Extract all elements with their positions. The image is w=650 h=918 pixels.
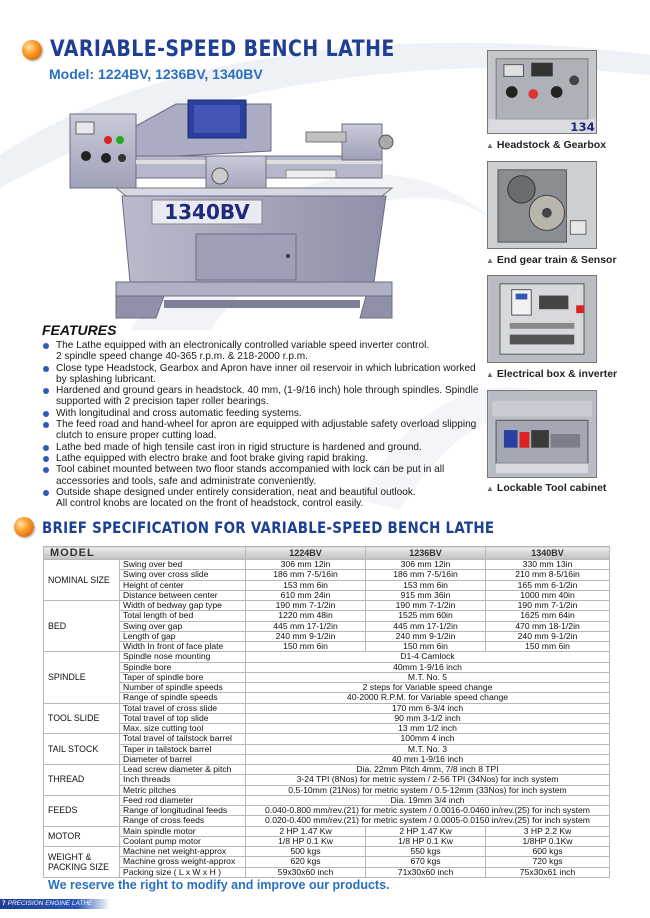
spec-value: 210 mm 8-5/16in (486, 570, 610, 580)
photo-tool-cabinet (487, 390, 597, 478)
caption-end-gear-train: ▲ End gear train & Sensor (486, 254, 617, 266)
spec-item: Range of longitudinal feeds (120, 806, 246, 816)
spec-item: Distance between center (120, 590, 246, 600)
table-row (44, 867, 610, 877)
spec-item: Diameter of barrel (120, 754, 246, 764)
spec-header-row (44, 547, 610, 560)
spec-value: 13 mm 1/2 inch (246, 724, 610, 734)
spec-value: 620 kgs (246, 857, 366, 867)
spec-item: Width of bedway gap type (120, 601, 246, 611)
spec-value: 150 mm 6in (486, 642, 610, 652)
table-row (44, 826, 610, 836)
spec-item: Height of center (120, 580, 246, 590)
table-row (44, 724, 610, 734)
feature-item: With longitudinal and cross automatic feeding systems. (42, 408, 482, 419)
page-footer (0, 899, 110, 909)
spec-table-body (44, 560, 610, 878)
spec-value: 0.040-0.800 mm/rev.(21) for metric system / 0.0016-0.0460 in/rev.(25) for inch system (246, 806, 610, 816)
spec-value: 1000 mm 40in (486, 590, 610, 600)
spec-value: 0.020-0.400 mm/rev.(21) for metric system / 0.0005-0.0150 in/rev.(25) for inch system (246, 816, 610, 826)
page-number: 7 (2, 900, 6, 907)
page-title-block (22, 37, 451, 62)
spec-group-name: THREAD (44, 765, 120, 796)
caption-tool-cabinet: ▲ Lockable Tool cabinet (486, 482, 607, 494)
spec-value: Dia. 22mm Pitch 4mm, 7/8 inch 8 TPI (246, 765, 610, 775)
spec-item: Swing over bed (120, 560, 246, 570)
spec-table (43, 546, 610, 878)
spec-value: 500 kgs (246, 847, 366, 857)
spec-value: 1/8HP 0.1Kw (486, 836, 610, 846)
spec-value: 1/8 HP 0.1 Kw (246, 836, 366, 846)
spec-value: 190 mm 7-1/2in (366, 601, 486, 611)
table-row (44, 703, 610, 713)
spec-item: Packing size ( L x W x H ) (120, 867, 246, 877)
spec-value: 150 mm 6in (366, 642, 486, 652)
spec-value: 40-2000 R.P.M. for Variable speed change (246, 693, 610, 703)
feature-item: Hardened and ground gears in headstock. 40 mm, (1-9/16 inch) hole through spindles. Spindle supported with 2 precision taper roller bearings. (42, 385, 482, 408)
spec-value: 915 mm 36in (366, 590, 486, 600)
table-row (44, 590, 610, 600)
spec-group-name: TAIL STOCK (44, 734, 120, 765)
spec-item: Inch threads (120, 775, 246, 785)
spec-value: 610 mm 24in (246, 590, 366, 600)
header-1224bv: 1224BV (246, 547, 366, 560)
spec-value: 470 mm 18-1/2in (486, 621, 610, 631)
table-row (44, 806, 610, 816)
spec-value: 1/8 HP 0.1 Kw (366, 836, 486, 846)
spec-value: 720 kgs (486, 857, 610, 867)
spec-value: 600 kgs (486, 847, 610, 857)
triangle-icon: ▲ (486, 141, 494, 150)
spec-group-name: SPINDLE (44, 652, 120, 703)
table-row (44, 754, 610, 764)
spec-value: 670 kgs (366, 857, 486, 867)
triangle-icon: ▲ (486, 256, 494, 265)
spec-item: Feed rod diameter (120, 795, 246, 805)
orange-ball-icon (22, 40, 42, 60)
table-row (44, 734, 610, 744)
spec-item: Range of cross feeds (120, 816, 246, 826)
spec-value: 170 mm 6-3/4 inch (246, 703, 610, 713)
spec-value: 2 steps for Variable speed change (246, 683, 610, 693)
spec-item: Number of spindle speeds (120, 683, 246, 693)
spec-item: Machine net weight-approx (120, 847, 246, 857)
feature-item: The feed road and hand-wheel for apron are equipped with adjustable safety overload slipping clutch to ensure proper cutting load. (42, 419, 482, 442)
spec-value: 90 mm 3-1/2 inch (246, 713, 610, 723)
spec-value: 59x30x60 inch (246, 867, 366, 877)
spec-value: 40mm 1-9/16 inch (246, 662, 610, 672)
spec-title-block (14, 517, 580, 537)
spec-value: 1220 mm 48in (246, 611, 366, 621)
spec-value: 153 mm 6in (246, 580, 366, 590)
table-row (44, 847, 610, 857)
spec-item: Width In front of face plate (120, 642, 246, 652)
spec-item: Total travel of tailstock barrel (120, 734, 246, 744)
spec-value: M.T. No. 3 (246, 744, 610, 754)
table-row (44, 785, 610, 795)
spec-value: 1525 mm 60in (366, 611, 486, 621)
machine-badge: 1340BV (164, 200, 250, 224)
spec-item: Machine gross weight-approx (120, 857, 246, 867)
spec-value: 0.5-10mm (21Nos) for metric system / 0.5-12mm (33Nos) for inch system (246, 785, 610, 795)
spec-value: 306 mm 12in (246, 560, 366, 570)
spec-value: 186 mm 7-5/16in (246, 570, 366, 580)
table-row (44, 652, 610, 662)
spec-value: M.T. No. 5 (246, 672, 610, 682)
spec-group-name: TOOL SLIDE (44, 703, 120, 734)
spec-value: 1625 mm 64in (486, 611, 610, 621)
spec-value: 153 mm 6in (366, 580, 486, 590)
feature-item: Outside shape designed under entirely consideration, neat and beautiful outlook. All control knobs are located on the front of headstock, control easily. (42, 487, 482, 510)
spec-value: Dia. 19mm 3/4 inch (246, 795, 610, 805)
table-row (44, 816, 610, 826)
table-row (44, 621, 610, 631)
spec-item: Swing over gap (120, 621, 246, 631)
model-line: Model: 1224BV, 1236BV, 1340BV (49, 66, 263, 82)
spec-item: Main spindle motor (120, 826, 246, 836)
spec-group-name: NOMINAL SIZE (44, 560, 120, 601)
table-row (44, 672, 610, 682)
table-row (44, 693, 610, 703)
feature-item: Lathe equipped with electro brake and foot brake giving rapid braking. (42, 453, 482, 464)
spec-value: D1-4 Camlock (246, 652, 610, 662)
spec-value: 330 mm 13in (486, 560, 610, 570)
table-row (44, 836, 610, 846)
orange-ball-icon (14, 517, 34, 537)
spec-item: Length of gap (120, 631, 246, 641)
spec-item: Taper in tailstock barrel (120, 744, 246, 754)
spec-value: 100mm 4 inch (246, 734, 610, 744)
page-title: VARIABLE-SPEED BENCH LATHE (50, 37, 395, 62)
spec-item: Coolant pump motor (120, 836, 246, 846)
table-row (44, 765, 610, 775)
table-row (44, 642, 610, 652)
spec-group-name: BED (44, 601, 120, 652)
spec-item: Total travel of cross slide (120, 703, 246, 713)
table-row (44, 795, 610, 805)
spec-item: Lead screw diameter & pitch (120, 765, 246, 775)
feature-item: Lathe bed made of high tensile cast iron in rigid structure is hardened and ground. (42, 442, 482, 453)
spec-value: 186 mm 7-5/16in (366, 570, 486, 580)
footer-text: PRECISION ENGINE LATHE (7, 900, 93, 907)
header-1236bv: 1236BV (366, 547, 486, 560)
table-row (44, 580, 610, 590)
table-row (44, 611, 610, 621)
table-row (44, 560, 610, 570)
spec-value: 306 mm 12in (366, 560, 486, 570)
header-model: MODEL (44, 547, 246, 560)
spec-value: 240 mm 9-1/2in (246, 631, 366, 641)
features-heading: FEATURES (42, 322, 117, 338)
photo-end-gear-train (487, 161, 597, 249)
spec-value: 550 kgs (366, 847, 486, 857)
spec-value: 3-24 TPI (8Nos) for metric system / 2-56 TPI (34Nos) for inch system (246, 775, 610, 785)
photo-electrical-box (487, 275, 597, 363)
spec-item: Total travel of top slide (120, 713, 246, 723)
header-1340bv: 1340BV (486, 547, 610, 560)
spec-item: Total length of bed (120, 611, 246, 621)
spec-item: Taper of spindle bore (120, 672, 246, 682)
spec-value: 445 mm 17-1/2in (366, 621, 486, 631)
table-row (44, 744, 610, 754)
spec-group-name: MOTOR (44, 826, 120, 847)
feature-item: Tool cabinet mounted between two floor stands accompanied with lock can be put in all accessories and tools, safe and administrate conveniently. (42, 464, 482, 487)
table-row (44, 775, 610, 785)
spec-value: 445 mm 17-1/2in (246, 621, 366, 631)
spec-item: Metric pitches (120, 785, 246, 795)
feature-item: Close type Headstock, Gearbox and Apron have inner oil reservoir in which lubrication worked by splashing lubricant. (42, 363, 482, 386)
spec-value: 190 mm 7-1/2in (246, 601, 366, 611)
table-row (44, 631, 610, 641)
caption-electrical-box: ▲ Electrical box & inverter (486, 368, 618, 380)
table-row (44, 683, 610, 693)
spec-group-name: FEEDS (44, 795, 120, 826)
reserve-notice: We reserve the right to modify and improve our products. (48, 878, 390, 892)
triangle-icon: ▲ (486, 484, 494, 493)
spec-item: Range of spindle speeds (120, 693, 246, 703)
spec-value: 2 HP 1.47 Kw (246, 826, 366, 836)
spec-item: Swing over cross slide (120, 570, 246, 580)
spec-value: 150 mm 6in (246, 642, 366, 652)
spec-value: 3 HP 2.2 Kw (486, 826, 610, 836)
spec-item: Spindle bore (120, 662, 246, 672)
photo-badge: 134 (570, 120, 595, 134)
feature-item: The Lathe equipped with an electronically controlled variable speed inverter control. 2 spindle speed change 40-365 r.p.m. & 218-2000 r.p.m. (42, 340, 482, 363)
spec-value: 190 mm 7-1/2in (486, 601, 610, 611)
spec-value: 240 mm 9-1/2in (486, 631, 610, 641)
spec-item: Max. size cutting tool (120, 724, 246, 734)
lathe-illustration (56, 96, 394, 322)
features-list (42, 340, 482, 509)
spec-value: 165 mm 6-1/2in (486, 580, 610, 590)
spec-value: 71x30x60 inch (366, 867, 486, 877)
spec-title: BRIEF SPECIFICATION FOR VARIABLE-SPEED BENCH LATHE (42, 517, 495, 537)
spec-group-name (44, 847, 120, 878)
table-row (44, 601, 610, 611)
table-row (44, 857, 610, 867)
spec-value: 240 mm 9-1/2in (366, 631, 486, 641)
spec-group-name-line: WEIGHT & (48, 851, 92, 862)
triangle-icon: ▲ (486, 370, 494, 379)
spec-value: 2 HP 1.47 Kw (366, 826, 486, 836)
table-row (44, 713, 610, 723)
table-row (44, 570, 610, 580)
spec-value: 40 mm 1-9/16 inch (246, 754, 610, 764)
spec-value: 75x30x61 inch (486, 867, 610, 877)
table-row (44, 662, 610, 672)
photo-headstock-gearbox (487, 50, 597, 134)
caption-headstock-gearbox: ▲ Headstock & Gearbox (486, 139, 607, 151)
spec-group-name-line: PACKING SIZE (48, 861, 109, 872)
spec-item: Spindle nose mounting (120, 652, 246, 662)
